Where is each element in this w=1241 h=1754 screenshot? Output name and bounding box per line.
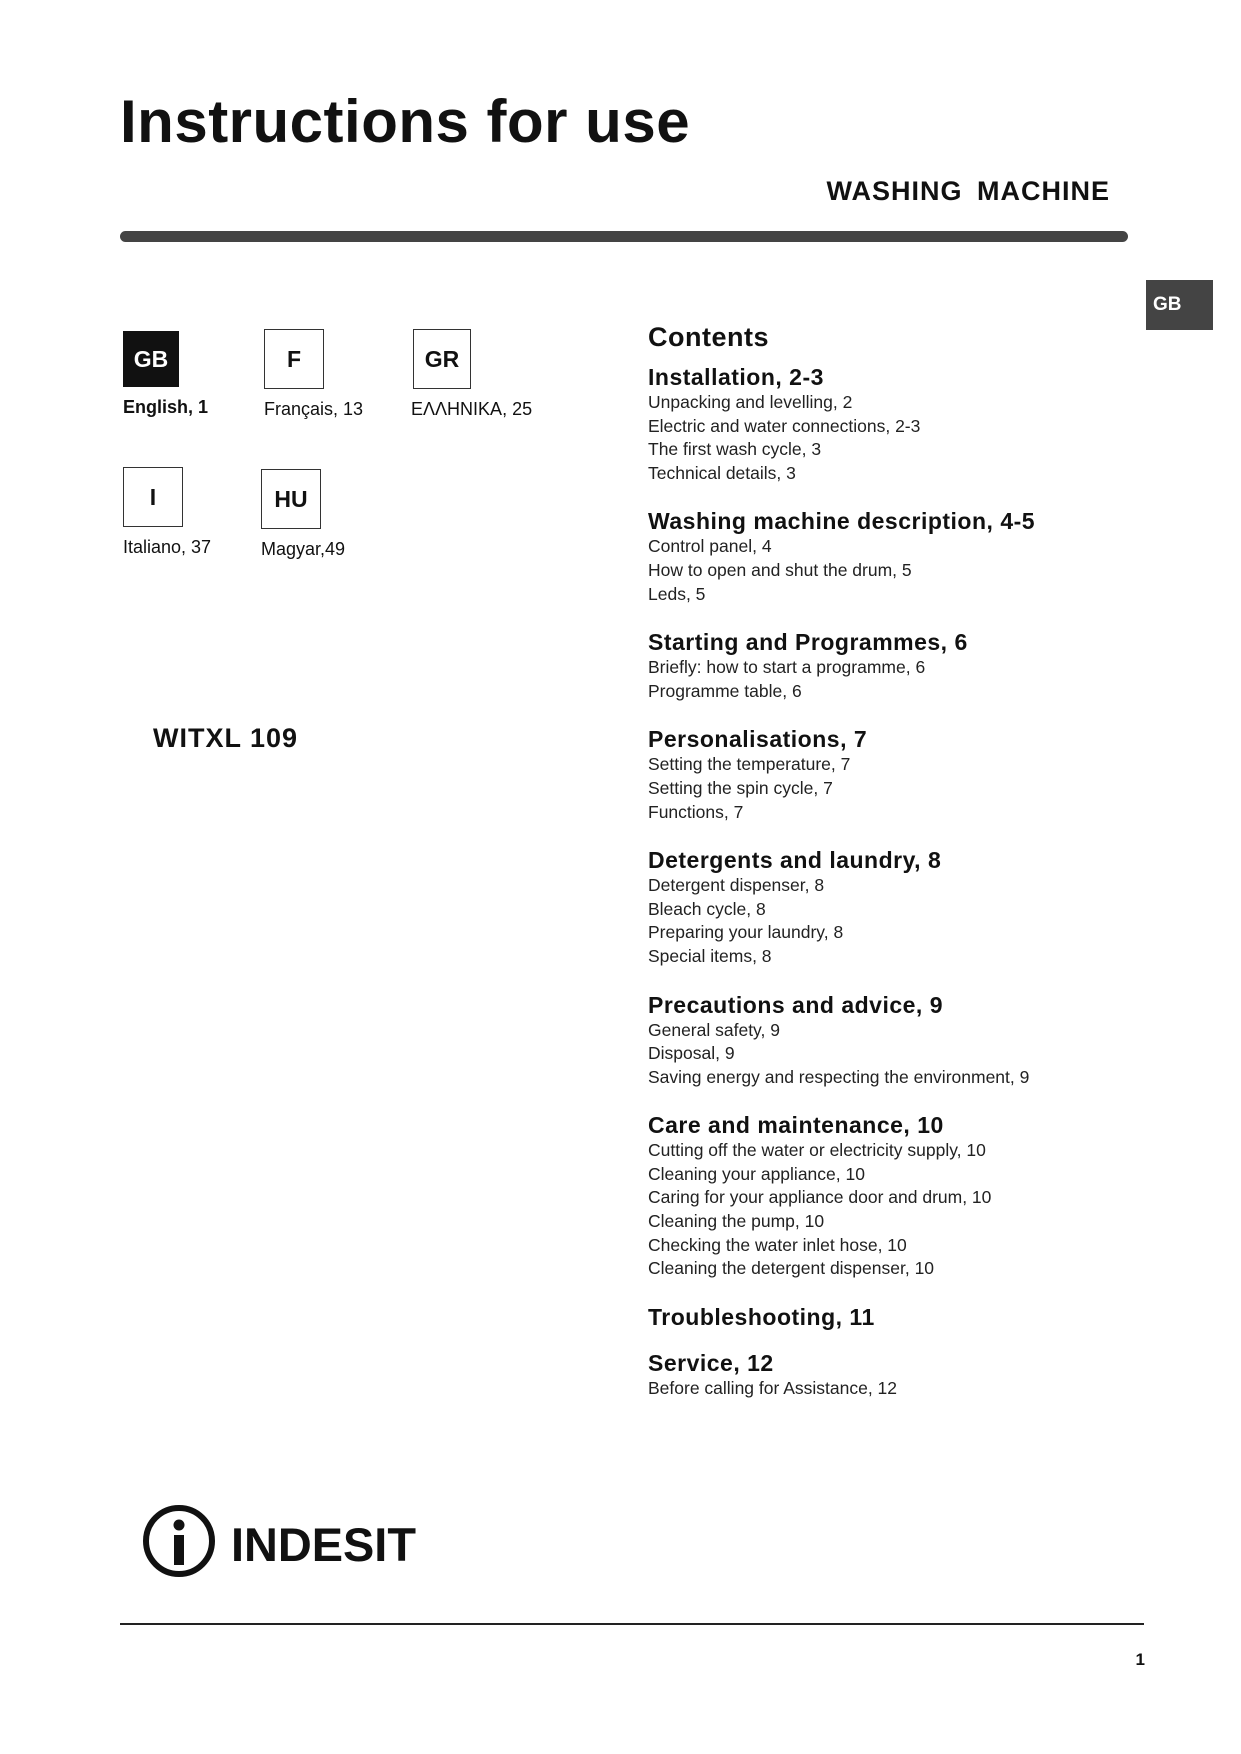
toc-item[interactable]: Programme table, 6 — [648, 680, 802, 701]
language-side-tab: GB — [1146, 280, 1213, 330]
language-option-f[interactable] — [264, 329, 424, 420]
product-type: WASHING MACHINE — [826, 176, 1110, 206]
language-label: Français, 13 — [264, 399, 364, 419]
toc-section — [648, 846, 1208, 968]
toc-section — [648, 991, 1208, 1090]
model-number: WITXL 109 — [153, 723, 299, 753]
toc-section — [648, 363, 1208, 485]
toc-item[interactable]: Leds, 5 — [648, 583, 706, 604]
toc-item[interactable]: Technical details, 3 — [648, 462, 796, 483]
toc-section-title[interactable]: Personalisations, 7 — [648, 726, 868, 753]
toc-item[interactable]: Cutting off the water or electricity supply, 10 — [648, 1140, 986, 1161]
language-option-i[interactable] — [123, 467, 283, 558]
toc-section-title[interactable]: Service, 12 — [648, 1349, 774, 1376]
language-label: ΕΛΛΗΝΙΚΑ, 25 — [411, 399, 533, 419]
toc-item[interactable]: Cleaning the detergent dispenser, 10 — [648, 1258, 935, 1279]
toc-item[interactable]: Bleach cycle, 8 — [648, 898, 766, 919]
toc-item[interactable]: Saving energy and respecting the environment, 9 — [648, 1066, 1030, 1087]
table-of-contents — [648, 322, 1208, 1422]
language-option-gr[interactable] — [413, 329, 573, 420]
toc-item[interactable]: Cleaning your appliance, 10 — [648, 1163, 865, 1184]
toc-section — [648, 725, 1208, 824]
toc-item[interactable]: Control panel, 4 — [648, 536, 772, 557]
toc-section-title[interactable]: Washing machine description, 4-5 — [648, 508, 1036, 535]
logo-stem — [174, 1535, 184, 1565]
toc-section — [648, 1349, 1208, 1401]
toc-section — [648, 507, 1208, 606]
toc-section — [648, 628, 1208, 703]
toc-item[interactable]: Cleaning the pump, 10 — [648, 1211, 825, 1232]
toc-item[interactable]: Caring for your appliance door and drum, 10 — [648, 1187, 992, 1208]
toc-item[interactable]: Preparing your laundry, 8 — [648, 922, 844, 943]
toc-item[interactable]: Unpacking and levelling, 2 — [648, 392, 853, 412]
contents-heading: Contents — [648, 322, 769, 352]
toc-item[interactable]: Setting the spin cycle, 7 — [648, 777, 833, 798]
indesit-logo — [143, 1505, 423, 1577]
language-code-box: F — [264, 329, 324, 389]
header-rule — [120, 231, 1128, 242]
toc-item[interactable]: Functions, 7 — [648, 801, 744, 822]
toc-item[interactable]: Electric and water connections, 2-3 — [648, 415, 921, 436]
logo-wordmark: INDESIT — [231, 1518, 417, 1571]
toc-item[interactable]: Special items, 8 — [648, 945, 772, 966]
toc-item[interactable]: Detergent dispenser, 8 — [648, 875, 825, 896]
language-label: Magyar,49 — [261, 539, 346, 559]
toc-section — [648, 1111, 1208, 1281]
language-code-box: GR — [413, 329, 471, 389]
toc-section — [648, 1303, 1208, 1331]
footer-rule — [120, 1623, 1144, 1625]
language-option-gb[interactable] — [123, 331, 283, 418]
language-code-box: I — [123, 467, 183, 527]
page-number: 1 — [1135, 1650, 1145, 1669]
logo-dot — [174, 1520, 185, 1531]
toc-item[interactable]: Checking the water inlet hose, 10 — [648, 1234, 907, 1255]
toc-section-title[interactable]: Care and maintenance, 10 — [648, 1112, 944, 1139]
toc-item[interactable]: The first wash cycle, 3 — [648, 439, 822, 460]
document-title: Instructions for use — [120, 88, 691, 155]
toc-item[interactable]: General safety, 9 — [648, 1019, 780, 1040]
language-label: English, 1 — [123, 397, 209, 417]
toc-section-title[interactable]: Precautions and advice, 9 — [648, 991, 944, 1018]
toc-item[interactable]: Setting the temperature, 7 — [648, 754, 851, 775]
toc-item[interactable]: Disposal, 9 — [648, 1043, 735, 1064]
toc-section-title[interactable]: Starting and Programmes, 6 — [648, 629, 968, 656]
toc-item[interactable]: How to open and shut the drum, 5 — [648, 559, 912, 580]
language-code-box: HU — [261, 469, 321, 529]
toc-section-title[interactable]: Installation, 2-3 — [648, 364, 824, 390]
language-label: Italiano, 37 — [123, 537, 212, 557]
toc-section-title[interactable]: Troubleshooting, 11 — [648, 1303, 875, 1330]
toc-item[interactable]: Briefly: how to start a programme, 6 — [648, 657, 926, 678]
toc-item[interactable]: Before calling for Assistance, 12 — [648, 1377, 898, 1398]
toc-section-title[interactable]: Detergents and laundry, 8 — [648, 847, 942, 874]
language-option-hu[interactable] — [261, 469, 421, 560]
language-code-box: GB — [123, 331, 179, 387]
